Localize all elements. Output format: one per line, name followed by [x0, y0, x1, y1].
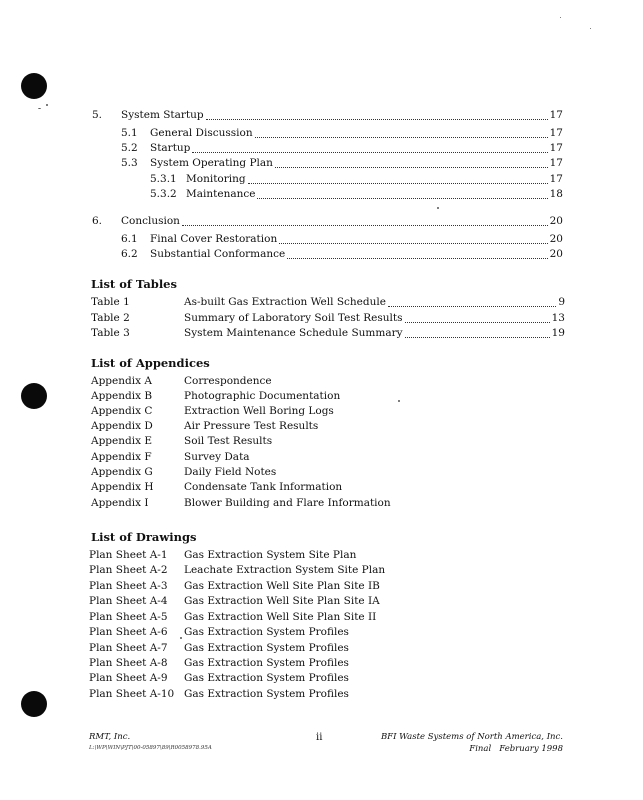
table-title: System Maintenance Schedule Summary [184, 327, 403, 339]
footer-client: BFI Waste Systems of North America, Inc. [380, 732, 563, 742]
toc-entry [121, 141, 563, 155]
footer-status-date: Final February 1998 [469, 744, 563, 754]
drawing-key: Plan Sheet A-2 [89, 564, 168, 576]
drawing-key: Plan Sheet A-7 [89, 642, 168, 654]
drawing-key: Plan Sheet A-6 [89, 626, 168, 638]
scan-speck [437, 207, 439, 209]
drawing-title: Gas Extraction Well Site Plan Site II [184, 611, 377, 623]
dot-leader [255, 129, 548, 138]
appendix-key: Appendix B [91, 390, 153, 402]
dot-leader [388, 298, 556, 307]
appendix-title: Air Pressure Test Results [184, 420, 319, 432]
appendix-title: Condensate Tank Information [184, 481, 343, 493]
toc-page: 17 [549, 142, 563, 154]
scan-speck [590, 28, 591, 29]
table-entry [91, 295, 565, 309]
footer-company: RMT, Inc. [89, 732, 131, 742]
toc-entry [121, 126, 563, 140]
appendix-title: Survey Data [184, 451, 250, 463]
drawing-key: Plan Sheet A-10 [89, 688, 175, 700]
dot-leader [287, 250, 547, 259]
footer-page-number: ii [316, 732, 323, 743]
drawing-title: Gas Extraction System Profiles [184, 626, 349, 638]
toc-entry [150, 187, 563, 201]
table-key: Table 2 [91, 312, 130, 324]
punch-hole-middle [21, 383, 47, 409]
toc-entry [121, 232, 563, 246]
toc-title: Monitoring [186, 173, 246, 185]
toc-number: 5.1 [121, 127, 138, 139]
table-page: 9 [558, 296, 565, 308]
toc-entry [92, 108, 563, 122]
drawing-title: Leachate Extraction System Site Plan [184, 564, 386, 576]
toc-page: 17 [549, 157, 563, 169]
dot-leader [206, 111, 548, 120]
toc-page: 17 [549, 173, 563, 185]
footer-file-path: L:\WP\WIN\PJT\00-05897\89\R0058978.95A [89, 745, 212, 751]
punch-hole-top [21, 73, 47, 99]
toc-page: 20 [549, 233, 563, 245]
scan-speck [398, 400, 400, 402]
drawing-title: Gas Extraction System Profiles [184, 688, 349, 700]
drawing-title: Gas Extraction System Site Plan [184, 549, 357, 561]
drawing-title: Gas Extraction Well Site Plan Site IB [184, 580, 380, 592]
toc-page: 17 [549, 109, 563, 121]
appendix-key: Appendix C [91, 405, 153, 417]
dot-leader [279, 235, 547, 244]
appendix-key: Appendix F [91, 451, 152, 463]
toc-number: 6.2 [121, 248, 138, 260]
toc-entry [121, 156, 563, 170]
appendix-key: Appendix H [91, 481, 154, 493]
list-of-drawings-heading: List of Drawings [91, 530, 197, 544]
scan-speck [38, 108, 41, 109]
toc-number: 5.3.1 [150, 173, 177, 185]
toc-number: 6.1 [121, 233, 138, 245]
toc-page: 20 [549, 215, 563, 227]
list-of-tables-heading: List of Tables [91, 277, 177, 291]
drawing-title: Gas Extraction System Profiles [184, 657, 349, 669]
dot-leader [248, 175, 548, 184]
appendix-title: Photographic Documentation [184, 390, 341, 402]
toc-number: 5.3.2 [150, 188, 177, 200]
toc-title: Final Cover Restoration [150, 233, 278, 245]
toc-title: System Startup [121, 109, 204, 121]
table-key: Table 1 [91, 296, 130, 308]
toc-entry [92, 214, 563, 228]
drawing-title: Gas Extraction Well Site Plan Site IA [184, 595, 380, 607]
toc-title: Startup [150, 142, 191, 154]
appendix-key: Appendix A [91, 375, 152, 387]
toc-number: 5.2 [121, 142, 138, 154]
table-title: As-built Gas Extraction Well Schedule [184, 296, 386, 308]
dot-leader [275, 159, 548, 168]
toc-entry [150, 172, 563, 186]
table-entry [91, 311, 565, 325]
appendix-title: Daily Field Notes [184, 466, 277, 478]
toc-number: 6. [92, 215, 103, 227]
toc-number: 5. [92, 109, 103, 121]
appendix-key: Appendix D [91, 420, 153, 432]
punch-hole-bottom [21, 691, 47, 717]
toc-title: Substantial Conformance [150, 248, 286, 260]
toc-page: 18 [549, 188, 563, 200]
appendix-title: Correspondence [184, 375, 272, 387]
appendix-title: Blower Building and Flare Information [184, 497, 391, 509]
drawing-key: Plan Sheet A-3 [89, 580, 168, 592]
table-title: Summary of Laboratory Soil Test Results [184, 312, 403, 324]
toc-title: Conclusion [121, 215, 180, 227]
dot-leader [405, 314, 550, 323]
toc-title: General Discussion [150, 127, 253, 139]
appendix-key: Appendix E [91, 435, 153, 447]
toc-title: System Operating Plan [150, 157, 273, 169]
dot-leader [257, 190, 547, 199]
drawing-key: Plan Sheet A-4 [89, 595, 168, 607]
toc-page: 20 [549, 248, 563, 260]
appendix-key: Appendix G [91, 466, 153, 478]
drawing-key: Plan Sheet A-9 [89, 672, 168, 684]
drawing-title: Gas Extraction System Profiles [184, 642, 349, 654]
drawing-key: Plan Sheet A-8 [89, 657, 168, 669]
scan-speck [560, 17, 561, 18]
appendix-title: Soil Test Results [184, 435, 273, 447]
dot-leader [182, 217, 548, 226]
list-of-appendices-heading: List of Appendices [91, 356, 210, 370]
drawing-key: Plan Sheet A-5 [89, 611, 168, 623]
table-key: Table 3 [91, 327, 130, 339]
table-entry [91, 326, 565, 340]
drawing-key: Plan Sheet A-1 [89, 549, 168, 561]
drawing-title: Gas Extraction System Profiles [184, 672, 349, 684]
scan-speck [46, 104, 48, 106]
appendix-key: Appendix I [91, 497, 149, 509]
dot-leader [405, 329, 550, 338]
dot-leader [192, 144, 547, 153]
scan-speck [180, 637, 182, 639]
table-page: 13 [551, 312, 565, 324]
toc-entry [121, 247, 563, 261]
appendix-title: Extraction Well Boring Logs [184, 405, 334, 417]
table-page: 19 [551, 327, 565, 339]
toc-page: 17 [549, 127, 563, 139]
toc-number: 5.3 [121, 157, 138, 169]
toc-title: Maintenance [186, 188, 256, 200]
